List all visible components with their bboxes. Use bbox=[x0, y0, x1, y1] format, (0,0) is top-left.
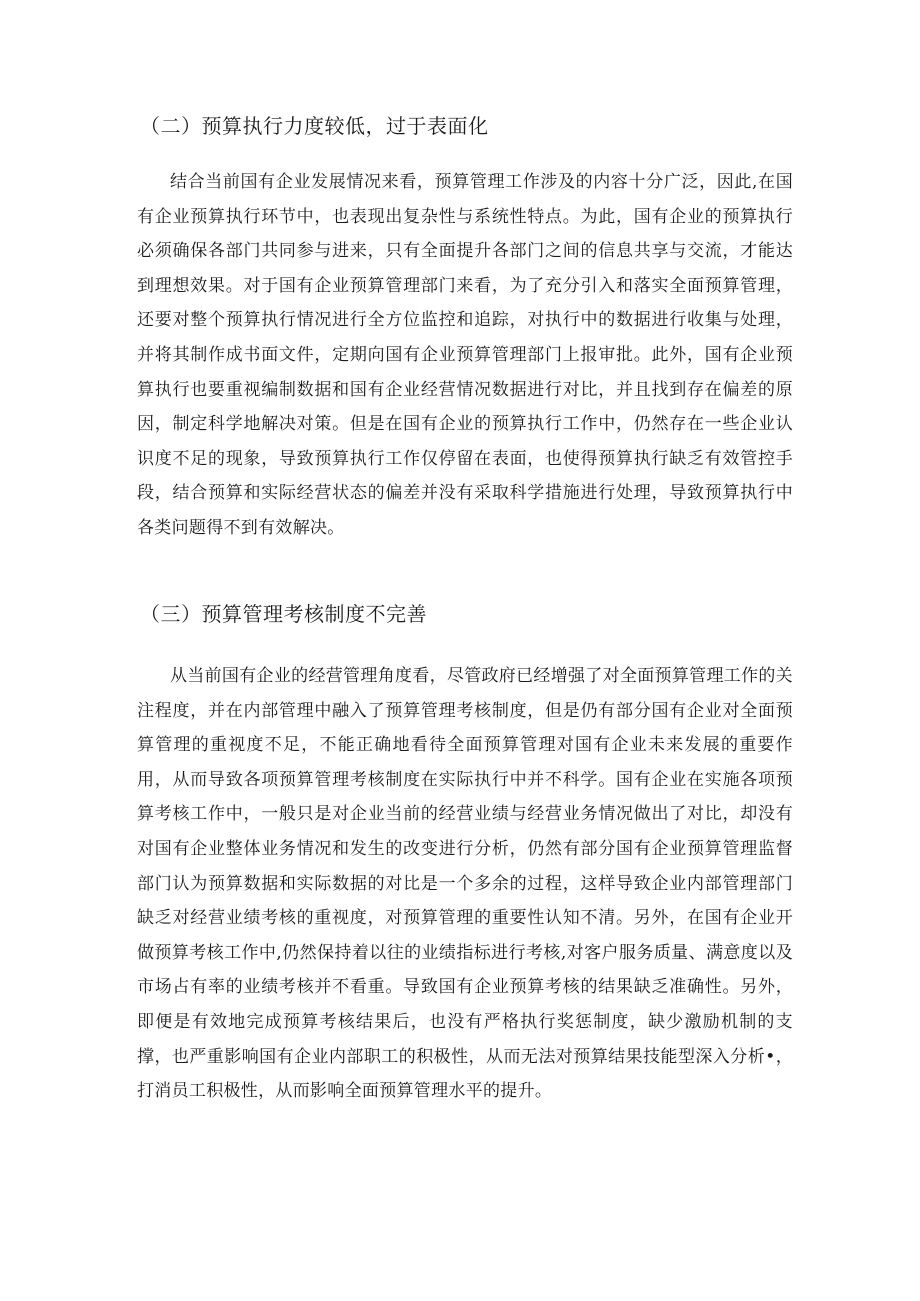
section-2-paragraph: 结合当前国有企业发展情况来看，预算管理工作涉及的内容十分广泛，因此,在国有企业预算执行环节中，也表现出复杂性与系统性特点。为此，国有企业的预算执行必须确保各部门共同参与进来，只有全面提升各部门之间的信息共享与交流，才能达到理想效果。对于国有企业预算管理部门来看，为了充分引入和落实全面预算管理，还要对整个预算执行情况进行全方位监控和追踪，对执行中的数据进行收集与处理，并将其制作成书面文件，定期向国有企业预算管理部门上报审批。此外，国有企业预算执行也要重视编制数据和国有企业经营情况数据进行对比，并且找到存在偏差的原因，制定科学地解决对策。但是在国有企业的预算执行工作中，仍然存在一些企业认识度不足的现象，导致预算执行工作仅停留在表面，也使得预算执行缺乏有效管控手段，结合预算和实际经营状态的偏差并没有采取科学措施进行处理，导致预算执行中各类问题得不到有效解决。 bbox=[137, 172, 793, 538]
section-3-paragraph: 从当前国有企业的经营管理角度看，尽管政府已经增强了对全面预算管理工作的关注程度，并在内部管理中融入了预算管理考核制度，但是仍有部分国有企业对全面预算管理的重视度不足，不能正确地看待全面预算管理对国有企业未来发展的重要作用，从而导致各项预算管理考核制度在实际执行中并不科学。国有企业在实施各项预算考核工作中，一般只是对企业当前的经营业绩与经营业务情况做出了对比，却没有对国有企业整体业务情况和发生的改变进行分析，仍然有部分国有企业预算管理监督部门认为预算数据和实际数据的对比是一个多余的过程，这样导致企业内部管理部门缺乏对经营业绩考核的重视度，对预算管理的重要性认知不清。另外，在国有企业开做预算考核工作中,仍然保持着以往的业绩指标进行考核,对客户服务质量、满意度以及市场占有率的业绩考核并不看重。导致国有企业预算考核的结果缺乏准确性。另外，即便是有效地完成预算考核结果后，也没有严格执行奖惩制度，缺少激励机制的支撑，也严重影响国有企业内部职工的积极性，从而无法对预算结果技能型深入分析•，打消员工积极性，从而影响全面预算管理水平的提升。 bbox=[137, 666, 793, 1102]
section-3-heading: （三）预算管理考核制度不完善 bbox=[140, 602, 427, 626]
section-2-heading: （二）预算执行力度较低，过于表面化 bbox=[140, 114, 489, 138]
